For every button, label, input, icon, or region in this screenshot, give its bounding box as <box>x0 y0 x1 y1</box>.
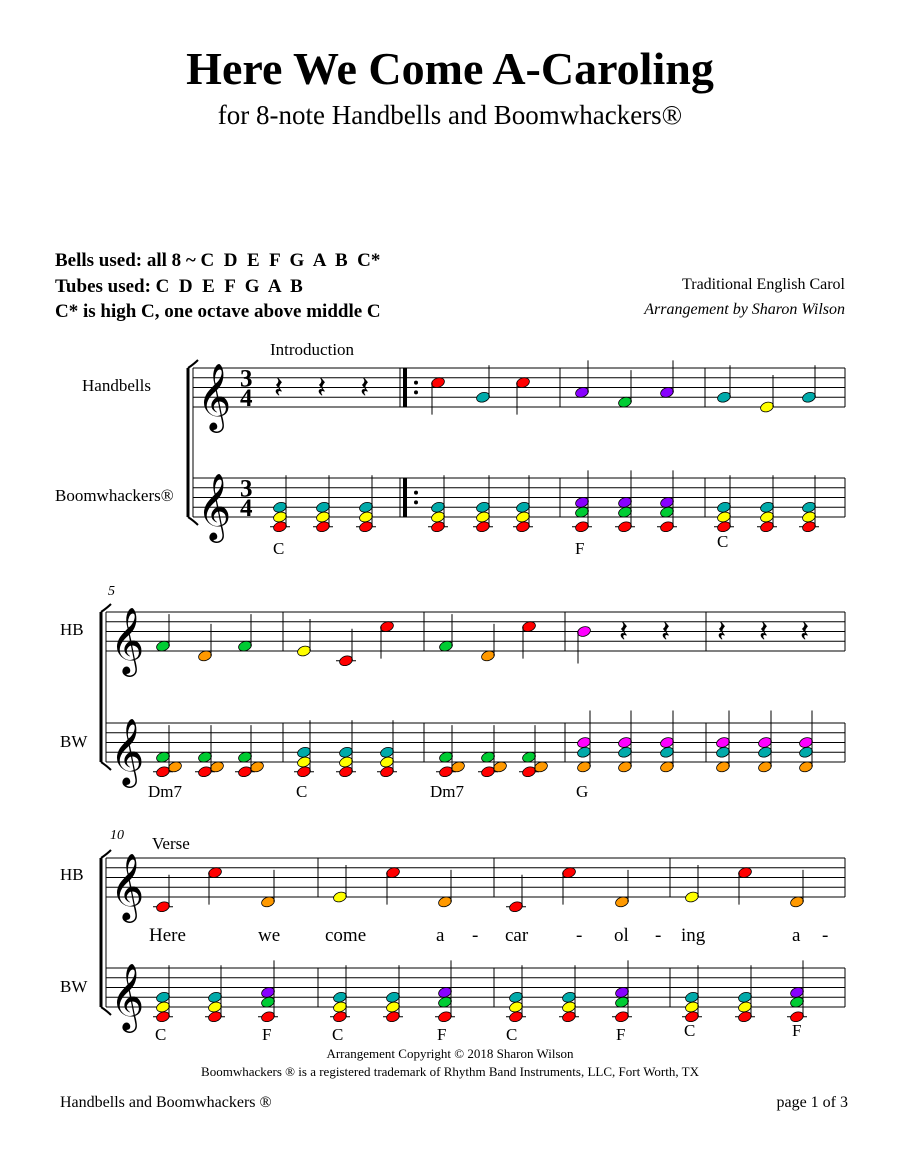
quarter-rest-icon: 𝄽 <box>717 614 727 650</box>
time-signature-bottom: 4 <box>240 385 253 412</box>
chord-symbol: C <box>296 782 308 801</box>
chord-symbol: F <box>437 1025 447 1044</box>
note-head <box>155 900 171 913</box>
chord-symbol: C <box>332 1025 344 1044</box>
note-head <box>659 736 675 749</box>
note-head <box>508 991 524 1004</box>
note-head <box>358 501 374 514</box>
note-head <box>757 736 773 749</box>
note-head <box>437 1010 453 1023</box>
section-label-verse: Verse <box>152 834 190 853</box>
time-signature-top: 3 <box>240 475 253 503</box>
note-head <box>379 746 395 759</box>
note-head <box>155 991 171 1004</box>
instrument-label-boomwhackers: Boomwhackers® <box>55 486 174 505</box>
treble-clef-icon: 𝄞 <box>197 472 232 540</box>
bells-used: Bells used: all 8 ~ C D E F G A B C* <box>55 250 381 271</box>
note-head <box>801 391 817 404</box>
lyric-syllable: - <box>472 925 479 946</box>
instrument-label-handbells: Handbells <box>82 376 151 395</box>
page-title: Here We Come A-Caroling <box>186 43 714 94</box>
note-head <box>515 501 531 514</box>
chord-symbol: C <box>684 1021 696 1040</box>
quarter-rest-icon: 𝄽 <box>619 614 629 650</box>
treble-clef-icon: 𝄞 <box>110 606 145 674</box>
lyric-syllable: Here <box>149 925 186 946</box>
note-head <box>737 991 753 1004</box>
copyright-notice: Arrangement Copyright © 2018 Sharon Wilson <box>326 1046 574 1061</box>
lyric-syllable: come <box>325 925 367 946</box>
chord-symbol: Dm7 <box>148 782 182 801</box>
note-head <box>716 501 732 514</box>
chord-symbol: F <box>262 1025 272 1044</box>
time-signature-bottom: 4 <box>240 495 253 522</box>
note-head <box>207 991 223 1004</box>
instrument-label-hb: HB <box>60 620 84 639</box>
lyric-syllable: ol <box>614 925 629 946</box>
lyric-syllable: a <box>436 925 445 946</box>
lyric-syllable: - <box>822 925 829 946</box>
chord-symbol: F <box>616 1025 626 1044</box>
lyric-syllable: - <box>655 925 662 946</box>
note-head <box>296 746 312 759</box>
chord-symbol: C <box>273 539 285 558</box>
note-head <box>475 391 491 404</box>
treble-clef-icon: 𝄞 <box>110 717 145 785</box>
treble-clef-icon: 𝄞 <box>110 962 145 1030</box>
note-head <box>332 890 348 903</box>
note-head <box>430 501 446 514</box>
chord-symbol: G <box>576 782 589 801</box>
lyric-syllable: ing <box>681 925 706 946</box>
note-head <box>789 1010 805 1023</box>
note-head <box>759 501 775 514</box>
section-label-introduction: Introduction <box>270 340 355 359</box>
measure-number: 10 <box>110 828 124 843</box>
note-head <box>574 520 590 533</box>
note-head <box>338 746 354 759</box>
note-head <box>659 520 675 533</box>
note-head <box>385 991 401 1004</box>
note-head <box>576 736 592 749</box>
arranger-credit: Arrangement by Sharon Wilson <box>644 301 845 318</box>
note-head <box>332 991 348 1004</box>
chord-symbol: C <box>506 1025 518 1044</box>
note-head <box>272 501 288 514</box>
treble-clef-icon: 𝄞 <box>197 362 232 430</box>
chord-symbol: C <box>717 532 729 551</box>
note-head <box>684 890 700 903</box>
quarter-rest-icon: 𝄽 <box>800 614 810 650</box>
quarter-rest-icon: 𝄽 <box>661 614 671 650</box>
repeat-dot <box>414 381 418 385</box>
note-head <box>296 644 312 657</box>
note-head <box>617 736 633 749</box>
note-head <box>315 501 331 514</box>
trademark-notice: Boomwhackers ® is a registered trademark of Rhythm Band Instruments, LLC, Fort Worth, TX <box>201 1064 699 1079</box>
page-subtitle: for 8-note Handbells and Boomwhackers® <box>217 100 683 130</box>
time-signature-top: 3 <box>240 365 253 393</box>
repeat-dot <box>414 491 418 495</box>
composer-credit: Traditional English Carol <box>682 276 845 293</box>
note-head <box>576 625 592 638</box>
high-c-note: C* is high C, one octave above middle C <box>55 301 381 322</box>
lyric-syllable: a <box>792 925 801 946</box>
instrument-label-bw: BW <box>60 732 88 751</box>
treble-clef-icon: 𝄞 <box>110 852 145 920</box>
lyric-syllable: car <box>505 925 529 946</box>
note-head <box>617 520 633 533</box>
repeat-dot <box>414 500 418 504</box>
quarter-rest-icon: 𝄽 <box>317 370 327 406</box>
tubes-used: Tubes used: C D E F G A B <box>55 276 303 297</box>
note-head <box>614 1010 630 1023</box>
instrument-label-bw: BW <box>60 977 88 996</box>
note-head <box>508 900 524 913</box>
quarter-rest-icon: 𝄽 <box>759 614 769 650</box>
note-head <box>715 736 731 749</box>
lyric-syllable: we <box>258 925 281 946</box>
chord-symbol: F <box>792 1021 802 1040</box>
note-head <box>759 400 775 413</box>
repeat-dot <box>414 390 418 394</box>
quarter-rest-icon: 𝄽 <box>274 370 284 406</box>
lyric-syllable: - <box>576 925 583 946</box>
note-head <box>801 501 817 514</box>
note-head <box>798 736 814 749</box>
footer-title: Handbells and Boomwhackers ® <box>60 1094 272 1111</box>
chord-symbol: Dm7 <box>430 782 464 801</box>
note-head <box>561 991 577 1004</box>
note-head <box>260 1010 276 1023</box>
chord-symbol: F <box>575 539 585 558</box>
measure-number: 5 <box>108 584 115 599</box>
page-number: page 1 of 3 <box>776 1094 848 1111</box>
quarter-rest-icon: 𝄽 <box>360 370 370 406</box>
note-head <box>338 654 354 667</box>
chord-symbol: C <box>155 1025 167 1044</box>
note-head <box>716 391 732 404</box>
instrument-label-hb: HB <box>60 865 84 884</box>
note-head <box>475 501 491 514</box>
note-head <box>684 991 700 1004</box>
